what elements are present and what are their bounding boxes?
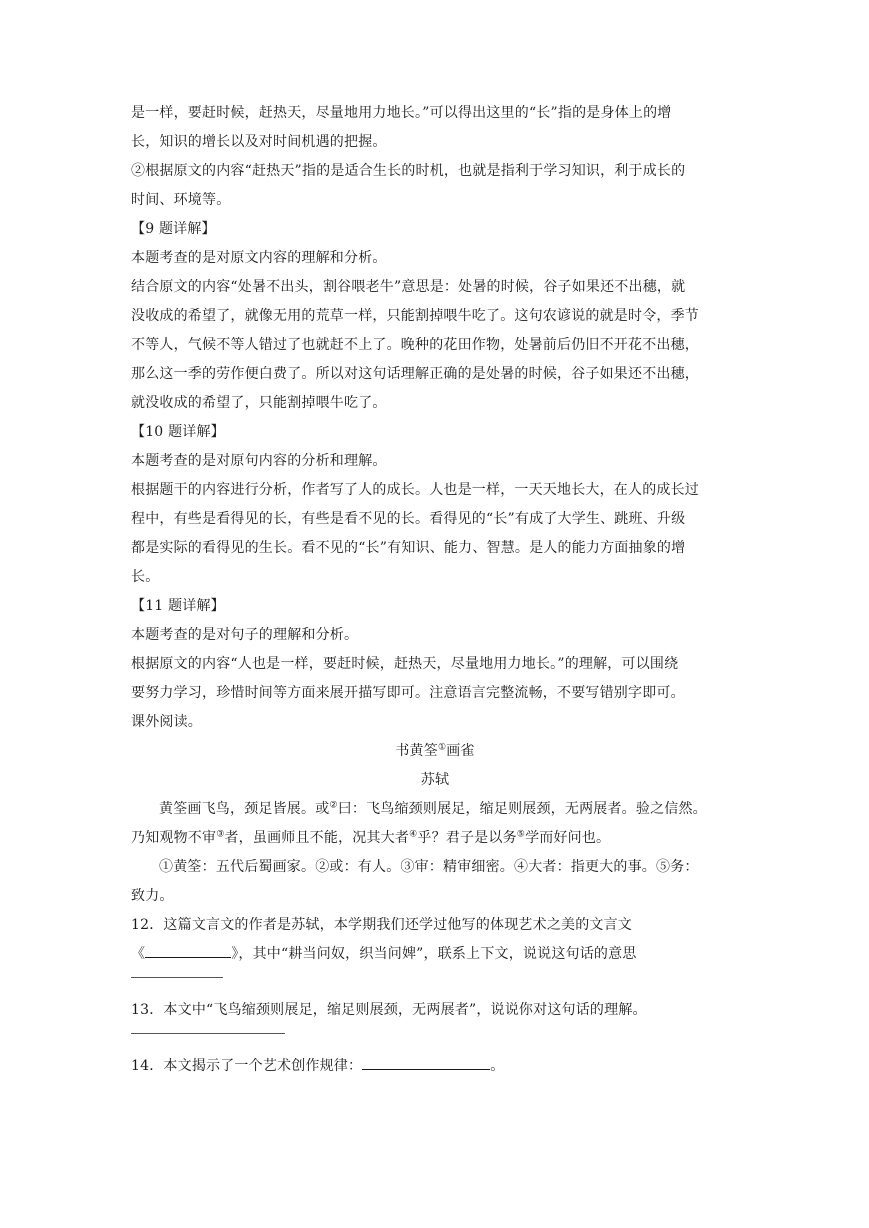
classical-text-line [131, 824, 739, 853]
poem-title [131, 737, 739, 766]
text-run: 《 [131, 946, 146, 962]
answer-line: 本题考查的是对句子的理解和分析。 [131, 627, 359, 643]
text-run: 乎？君子是以务 [417, 830, 517, 846]
text-run: 者，虽画师且不能，况其大者 [224, 830, 410, 846]
poem-title-part: 画雀 [446, 743, 475, 759]
answer-line-blank[interactable] [131, 1033, 285, 1034]
document-page [131, 99, 739, 1081]
text-run: 》，其中“耕当问奴，织当问婢”，联系上下文，说说这句话的意思 [231, 946, 637, 962]
text-run: 。 [490, 1058, 505, 1074]
answer-line: 结合原文的内容“处暑不出头，割谷喂老牛”意思是：处暑的时候，谷子如果还不出穗，就 [131, 279, 686, 295]
footnote-marker: ④ [409, 829, 418, 840]
answer-line: 就没收成的希望了，只能割掉喂牛吃了。 [131, 395, 387, 411]
poem-title-part: 书黄筌 [395, 743, 438, 759]
answer-line: 是一样，要赶时候，赶热天，尽量地用力地长。”可以得出这里的“长”指的是身体上的增 [131, 105, 672, 121]
question-12: 12．这篇文言文的作者是苏轼，本学期我们还学过他写的体现艺术之美的文言文 [131, 917, 633, 933]
answer-line: 都是实际的看得见的生长。看不见的“长”有知识、能力、智慧。是人的能力方面抽象的增 [131, 540, 686, 556]
answer-line: 没收成的希望了，就像无用的荒草一样，只能割掉喂牛吃了。这句农谚说的就是时令，季节 [131, 308, 699, 324]
text-run: 曰：飞鸟缩颈则展足，缩足则展颈，无两展者。验之信然。 [337, 801, 707, 817]
section-heading-q9: 【9 题详解】 [131, 221, 216, 237]
answer-line: ②根据原文的内容“赶热天”指的是适合生长的时机，也就是指利于学习知识，利于成长的 [131, 163, 686, 179]
answer-line: 本题考查的是对原句内容的分析和理解。 [131, 453, 387, 469]
answer-line: 长，知识的增长以及对时间机遇的把握。 [131, 134, 387, 150]
footnote-line: 致力。 [131, 888, 174, 904]
poem-author: 苏轼 [420, 772, 450, 788]
text-run: 黄筌画飞鸟，颈足皆展。或 [159, 801, 330, 817]
text-run: 学而好问也。 [525, 830, 611, 846]
answer-line: 根据题干的内容进行分析，作者写了人的成长。人也是一样，一天天地长大，在人的成长过 [131, 482, 699, 498]
classical-text-line [131, 795, 739, 824]
footnote-line: ①黄筌：五代后蜀画家。②或：有人。③审：精审细密。④大者：指更大的事。⑤务： [159, 859, 699, 875]
question-14 [131, 1052, 739, 1081]
answer-line: 程中，有些是看得见的长，有些是看不见的长。看得见的“长”有成了大学生、跳班、升级 [131, 511, 686, 527]
answer-line: 时间、环境等。 [131, 192, 231, 208]
footnote-marker: ⑤ [516, 829, 526, 840]
answer-line-blank[interactable] [131, 977, 223, 978]
answer-blank[interactable] [145, 943, 231, 958]
answer-blank[interactable] [362, 1055, 490, 1070]
answer-line: 不等人，气候不等人错过了也就赶不上了。晚种的花田作物，处暑前后仍旧不开花不出穗， [131, 337, 699, 353]
text-run: 乃知观物不审 [131, 830, 217, 846]
question-12-cont [131, 940, 739, 969]
answer-line: 本题考查的是对原文内容的理解和分析。 [131, 250, 387, 266]
answer-line: 要努力学习，珍惜时间等方面来展开描写即可。注意语言完整流畅，不要写错别字即可。 [131, 685, 685, 701]
footnote-marker: ① [437, 742, 447, 753]
section-label: 课外阅读。 [131, 714, 202, 730]
footnote-marker: ③ [216, 829, 225, 840]
question-13: 13．本文中“飞鸟缩颈则展足，缩足则展颈，无两展者”，说说你对这句话的理解。 [131, 1002, 647, 1018]
footnote-marker: ② [329, 800, 338, 811]
section-heading-q11: 【11 题详解】 [131, 598, 225, 614]
answer-line: 根据原文的内容“人也是一样，要赶时候，赶热天，尽量地用力地长。”的理解，可以围绕 [131, 656, 679, 672]
answer-line: 那么这一季的劳作便白费了。所以对这句话理解正确的是处暑的时候，谷子如果还不出穗， [131, 366, 699, 382]
answer-line: 长。 [131, 569, 160, 585]
text-run: 14．本文揭示了一个艺术创作规律： [131, 1058, 363, 1074]
section-heading-q10: 【10 题详解】 [131, 424, 225, 440]
